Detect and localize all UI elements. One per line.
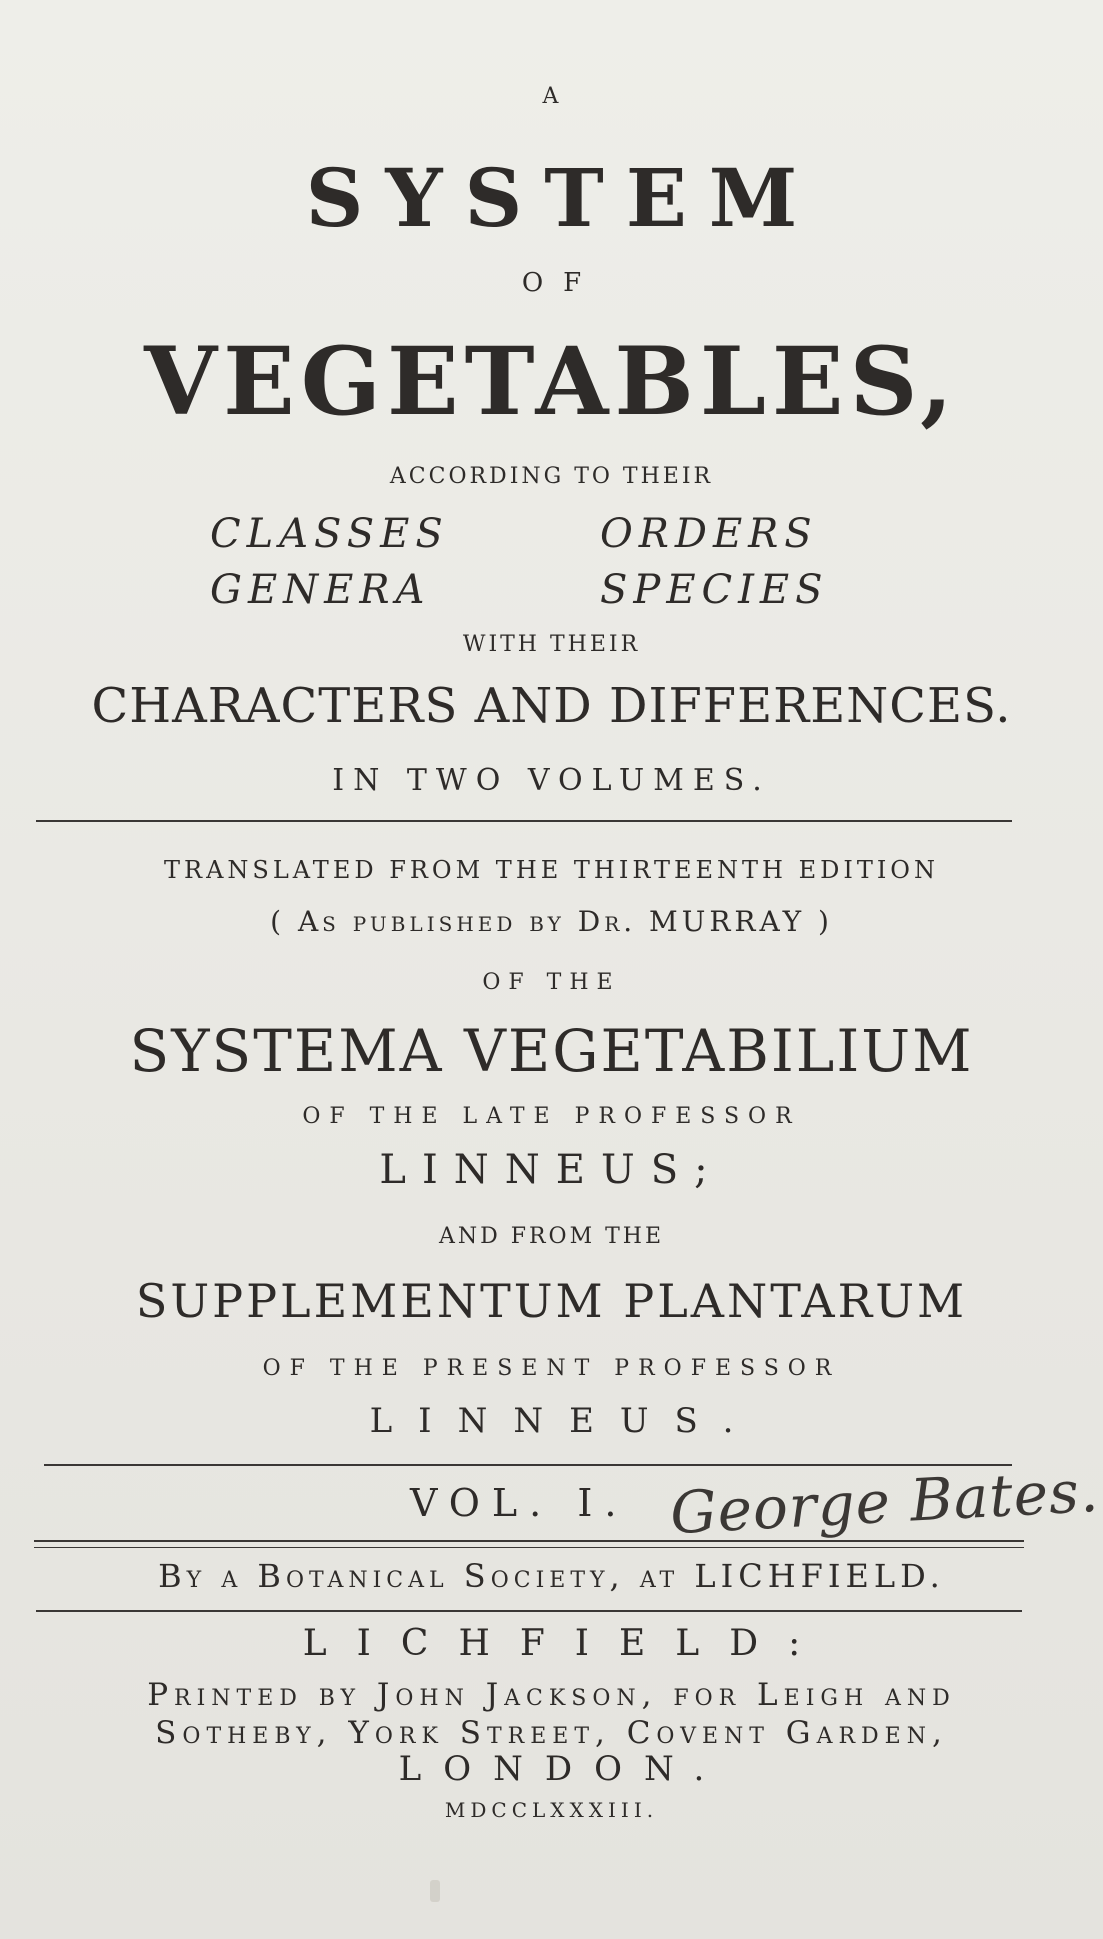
linneus-2: LINNEUS. xyxy=(369,1401,760,1441)
volume-one: VOL. I. xyxy=(410,1481,629,1525)
according-to-their: ACCORDING TO THEIR xyxy=(389,464,714,489)
translated-from: TRANSLATED FROM THE THIRTEENTH EDITION xyxy=(164,856,939,884)
of-the-1: OF THE xyxy=(482,970,621,995)
classes-label: CLASSES xyxy=(210,511,449,557)
handwritten-signature: George Bates. xyxy=(668,1456,1101,1548)
linneus-1: LINNEUS; xyxy=(379,1147,724,1193)
divider-1 xyxy=(36,820,1012,822)
characters-differences: CHARACTERS AND DIFFERENCES. xyxy=(91,678,1012,734)
late-professor: OF THE LATE PROFESSOR xyxy=(302,1104,801,1129)
printed-by-1: Printed by John Jackson, for Leigh and xyxy=(147,1677,956,1713)
title-vegetables: VEGETABLES, xyxy=(144,327,959,437)
article-a: A xyxy=(542,84,561,109)
divider-2 xyxy=(44,1464,1012,1466)
title-of: OF xyxy=(521,268,602,298)
divider-3a xyxy=(34,1540,1024,1542)
and-from-the: AND FROM THE xyxy=(438,1224,665,1249)
published-by: ( As published by Dr. MURRAY ) xyxy=(270,905,833,938)
paper-speck xyxy=(430,1880,440,1902)
city-london: LONDON. xyxy=(398,1749,727,1789)
publication-year: MDCCLXXXIII. xyxy=(444,1798,659,1822)
two-volumes: IN TWO VOLUMES. xyxy=(332,763,771,798)
divider-4 xyxy=(36,1610,1022,1612)
genera-label: GENERA xyxy=(210,567,431,613)
title-system: SYSTEM xyxy=(305,151,820,245)
orders-label: ORDERS xyxy=(600,511,818,557)
present-professor: OF THE PRESENT PROFESSOR xyxy=(262,1356,841,1381)
divider-3b xyxy=(34,1547,1024,1548)
with-their: WITH THEIR xyxy=(462,632,641,657)
supplementum-plantarum: SUPPLEMENTUM PLANTARUM xyxy=(135,1274,968,1328)
printed-by-2: Sotheby, York Street, Covent Garden, xyxy=(155,1715,948,1751)
city-lichfield: LICHFIELD: xyxy=(302,1623,831,1664)
botanical-society: By a Botanical Society, at LICHFIELD. xyxy=(158,1557,945,1595)
systema-vegetabilium: SYSTEMA VEGETABILIUM xyxy=(129,1017,974,1085)
species-label: SPECIES xyxy=(600,567,829,613)
